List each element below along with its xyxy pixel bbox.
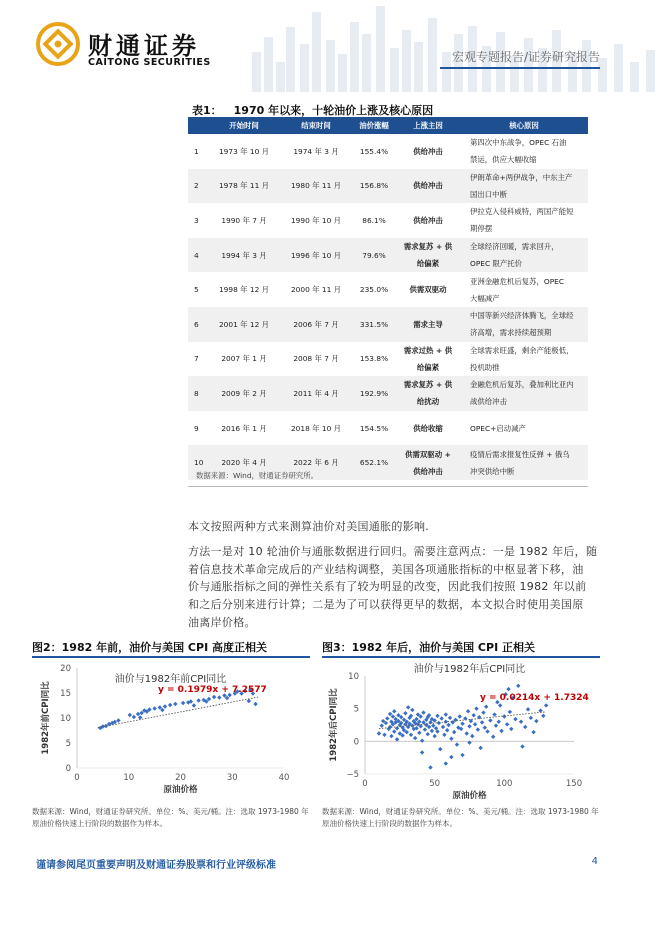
- table-row: [188, 134, 588, 169]
- data-point: [439, 716, 443, 720]
- data-point: [420, 738, 424, 742]
- table-title: [192, 102, 445, 118]
- paragraph-2-line: 价与通胀指标之间的弹性关系有了较为明显的改变，因此我们按照 1982 年以前: [188, 580, 587, 594]
- table-cell-start: 2007 年 1 月: [221, 354, 267, 364]
- table-row: [188, 342, 588, 377]
- data-point: [380, 723, 384, 727]
- data-point: [430, 729, 434, 733]
- table-cell-line: 给扰动: [416, 397, 440, 407]
- city-skyline-decoration: [242, 0, 662, 92]
- data-point: [388, 712, 392, 716]
- data-point: [392, 729, 396, 733]
- table-cell-line: 供需双驱动: [409, 285, 447, 295]
- table-cell-pct: 79.6%: [352, 238, 396, 273]
- skyline-building: [376, 6, 385, 92]
- table-cell-line: 疫情后需求报复性反弹 + 俄乌: [470, 449, 570, 459]
- table-cell-factor: [396, 376, 460, 411]
- data-point: [163, 704, 167, 708]
- data-point: [377, 731, 381, 735]
- table-cell-end: 2000 年 11 月: [290, 285, 342, 295]
- skyline-building: [252, 52, 261, 92]
- table-header-cell: 油价涨幅: [352, 117, 396, 134]
- skyline-building: [614, 44, 623, 92]
- table-cell-reason: [460, 169, 588, 204]
- data-point: [516, 684, 520, 688]
- skyline-building: [312, 12, 321, 92]
- caitong-logo-icon: [36, 22, 80, 66]
- table-cell-factor: [396, 342, 460, 377]
- data-point: [217, 695, 221, 699]
- data-point: [409, 733, 413, 737]
- table-cell-start: 2001 年 12 月: [208, 307, 280, 342]
- trend-line: [98, 697, 258, 728]
- table-cell-factor: [396, 307, 460, 342]
- x-tick-label: 10: [123, 773, 135, 783]
- table-cell-idx: 5: [194, 285, 199, 295]
- data-point: [494, 723, 498, 727]
- table-title-text: 1970 年以来，十轮油价上涨及核心原因: [233, 104, 434, 117]
- page-header: [0, 0, 662, 100]
- data-point: [138, 715, 142, 719]
- table-cell-line: 大幅减产: [470, 293, 500, 303]
- data-point: [471, 713, 475, 717]
- data-point: [395, 737, 399, 741]
- brand-name-en: CAITONG SECURITIES: [88, 57, 211, 68]
- table-cell-pct: 155.4%: [359, 146, 389, 156]
- skyline-building: [264, 37, 273, 92]
- y-tick-label: −5: [346, 770, 359, 780]
- data-point: [385, 716, 389, 720]
- table-cell-end: 1980 年 11 月: [280, 169, 352, 204]
- data-point: [128, 713, 132, 717]
- data-point: [460, 721, 464, 725]
- data-point: [460, 753, 464, 757]
- table-cell-reason: [460, 342, 588, 377]
- data-point: [467, 724, 471, 728]
- figure-2-title: [32, 639, 267, 655]
- data-point: [406, 705, 410, 709]
- skyline-building: [442, 52, 451, 92]
- paragraph-2-line: 和之后分别来进行计算；二是为了可以获得更早的数据，本文拟合时使用美国原: [188, 598, 584, 612]
- skyline-building: [300, 44, 309, 92]
- table-cell-start: 2020 年 4 月: [208, 445, 280, 480]
- data-point: [444, 761, 448, 765]
- table-cell-line: 供需双驱动 +: [405, 449, 451, 459]
- paragraph-2-line: 方法一是对 10 轮油价与通胀数据进行回归。需要注意两点：一是 1982 年后，随: [188, 545, 598, 558]
- x-axis-label: 原油价格: [163, 785, 198, 795]
- data-point: [499, 729, 503, 733]
- data-point: [389, 734, 393, 738]
- header-divider: [440, 67, 600, 69]
- table-cell-idx: 6: [188, 307, 208, 342]
- data-point: [484, 705, 488, 709]
- data-point: [498, 703, 502, 707]
- data-point: [192, 703, 196, 707]
- data-point: [392, 709, 396, 713]
- data-point: [168, 703, 172, 707]
- x-tick-label: 150: [565, 779, 583, 789]
- skyline-building: [524, 38, 533, 92]
- data-point: [253, 702, 257, 706]
- data-point: [483, 725, 487, 729]
- table-cell-idx: 9: [194, 423, 199, 433]
- table-cell-line: 伊拉克入侵科威特，两国产能短: [470, 207, 574, 217]
- table-header-cell: 上涨主因: [396, 117, 460, 134]
- data-point: [132, 715, 136, 719]
- table-cell-line: 全球经济回暖，需求回升，: [470, 242, 559, 252]
- table-cell-line: 济高增，需求持续超预期: [470, 328, 552, 338]
- table-row: [188, 238, 588, 273]
- table-cell-factor: [396, 134, 460, 169]
- data-point: [410, 708, 414, 712]
- data-point: [506, 687, 510, 691]
- data-point: [526, 707, 530, 711]
- chart-title: 油价与1982年后CPI同比: [413, 664, 526, 675]
- y-axis-label: 1982年后CPI同比: [329, 688, 339, 762]
- table-cell-pct: 156.8%: [352, 169, 396, 204]
- table-cell-end: 1974 年 3 月: [293, 146, 339, 156]
- data-point: [432, 734, 436, 738]
- table-cell-idx: 4: [188, 238, 208, 273]
- table-label: 表1：: [192, 104, 222, 117]
- data-point: [445, 728, 449, 732]
- table-row: [188, 376, 588, 411]
- table-cell-end: 2006 年 7 月: [280, 307, 352, 342]
- data-point: [458, 714, 462, 718]
- y-tick-label: 10: [348, 672, 359, 682]
- table-cell-start: 1990 年 7 月: [221, 215, 267, 225]
- table-row: [188, 307, 588, 342]
- data-point: [438, 747, 442, 751]
- regression-equation: y = 0.1979x + 7.2577: [158, 685, 267, 695]
- skyline-building: [630, 62, 639, 92]
- data-point: [173, 702, 177, 706]
- skyline-building: [390, 48, 399, 92]
- x-tick-label: 100: [496, 779, 513, 789]
- data-point: [505, 722, 509, 726]
- table-header-cell: 开始时间: [208, 117, 280, 134]
- data-point: [485, 729, 489, 733]
- brand-name-cn: 财通证券: [88, 32, 200, 60]
- table-cell-line: 给偏紧: [416, 362, 440, 372]
- data-point: [519, 720, 523, 724]
- table-cell-pct: 154.5%: [359, 423, 389, 433]
- figure-2-title-text: 1982 年前，油价与美国 CPI 高度正相关: [61, 641, 267, 654]
- oil-rally-table: [188, 117, 588, 480]
- y-tick-label: 0: [65, 764, 71, 774]
- table-source: 数据来源：Wind，财通证券研究所。: [196, 471, 319, 480]
- data-point: [152, 706, 156, 710]
- table-cell-pct: 192.9%: [352, 376, 396, 411]
- table-header-row: [188, 117, 588, 134]
- table-cell-line: 需求复苏 + 供: [403, 242, 453, 252]
- figure-3-title-text: 1982 年后，油价与美国 CPI 正相关: [351, 641, 535, 654]
- figure-2-chart: [32, 658, 310, 804]
- data-point: [403, 711, 407, 715]
- paragraph-1: 本文按照两种方式来测算油价对美国通胀的影响.: [188, 520, 430, 533]
- table-cell-reason: [460, 376, 588, 411]
- table-cell-idx: 10: [188, 445, 208, 480]
- y-tick-label: 5: [65, 739, 71, 749]
- x-tick-label: 40: [278, 773, 290, 783]
- table-cell-reason: [460, 272, 588, 307]
- table-cell-reason: [460, 307, 588, 342]
- table-cell-start: 2016 年 1 月: [221, 423, 267, 433]
- page-number: 4: [591, 856, 598, 867]
- table-header-cell: 结束时间: [280, 117, 352, 134]
- table-header-cell: [188, 117, 208, 134]
- data-point: [452, 730, 456, 734]
- data-point: [449, 737, 453, 741]
- table-cell-end: 2008 年 7 月: [293, 354, 339, 364]
- data-point: [448, 716, 452, 720]
- data-point: [181, 701, 185, 705]
- figure-2-label: 图2：: [32, 641, 62, 654]
- data-point: [428, 765, 432, 769]
- table-cell-idx: 2: [188, 169, 208, 204]
- table-cell-pct: 235.0%: [359, 285, 389, 295]
- table-cell-factor: [396, 411, 460, 446]
- paragraph-2-line: 油离岸价格。: [188, 615, 256, 629]
- table-cell-end: 2011 年 4 月: [280, 376, 352, 411]
- data-point: [529, 716, 533, 720]
- table-cell-factor: [396, 203, 460, 238]
- skyline-building: [276, 62, 285, 92]
- data-point: [541, 714, 545, 718]
- skyline-building: [362, 34, 371, 92]
- table-cell-reason: [460, 238, 588, 273]
- data-point: [212, 695, 216, 699]
- table-cell-factor: [396, 238, 460, 273]
- data-point: [481, 710, 485, 714]
- table-header-cell: 核心原因: [460, 117, 588, 134]
- table-cell-line: 投机助推: [470, 362, 500, 372]
- table-row: [188, 272, 588, 307]
- data-point: [509, 727, 513, 731]
- data-point: [473, 722, 477, 726]
- table-cell-pct: 331.5%: [352, 307, 396, 342]
- paragraph-2: [188, 543, 600, 632]
- table-cell-line: 需求主导: [413, 319, 443, 329]
- figure-3-title: [322, 639, 535, 655]
- x-axis-label: 原油价格: [452, 791, 487, 801]
- table-cell-line: 亚洲金融危机后复苏，OPEC: [470, 276, 565, 286]
- data-point: [136, 712, 140, 716]
- regression-equation: y = 0.0214x + 1.7324: [480, 693, 589, 703]
- y-tick-label: 15: [60, 689, 71, 699]
- x-tick-label: 0: [362, 779, 368, 789]
- table-cell-line: 需求复苏 + 供: [403, 380, 453, 390]
- report-type: 宏观专题报告/证券研究报告: [451, 50, 600, 64]
- skyline-building: [646, 50, 655, 92]
- skyline-building: [326, 40, 335, 92]
- table-cell-pct: 153.8%: [359, 354, 389, 364]
- table-cell-line: 金融危机后复苏，叠加利比亚内: [470, 380, 574, 390]
- data-point: [426, 732, 430, 736]
- table-cell-idx: 8: [188, 376, 208, 411]
- figure-3-chart: [322, 658, 600, 804]
- data-point: [420, 750, 424, 754]
- figure-2-source: 数据来源：Wind，财通证券研究所。单位：%、美元/桶。注：选取 1973-1980 年原油价格快速上行阶段的数据作为样本。: [32, 807, 309, 828]
- table-row: [188, 411, 588, 446]
- data-point: [431, 723, 435, 727]
- y-axis-label: 1982年前CPI同比: [41, 681, 51, 755]
- data-point: [442, 733, 446, 737]
- data-point: [435, 714, 439, 718]
- table-cell-line: 供给收缩: [413, 423, 443, 433]
- paragraph-2-line: 着信息技术革命完成后的产业结构调整，美国各项通胀指标的中枢显著下移，油: [188, 562, 584, 576]
- data-point: [417, 731, 421, 735]
- table-cell-start: 1998 年 12 月: [218, 285, 270, 295]
- table-cell-line: 需求过热 + 供: [403, 345, 453, 355]
- data-point: [478, 746, 482, 750]
- data-point: [444, 712, 448, 716]
- data-point: [534, 719, 538, 723]
- data-point: [423, 727, 427, 731]
- table-cell-line: 给偏紧: [416, 259, 440, 269]
- data-point: [382, 733, 386, 737]
- data-point: [508, 710, 512, 714]
- data-point: [446, 723, 450, 727]
- table-cell-reason: [460, 134, 588, 169]
- table-cell-line: 中国等新兴经济体腾飞，全球经: [470, 311, 574, 321]
- chart-title: 油价与1982年前CPI同比: [114, 674, 227, 685]
- skyline-building: [286, 27, 295, 92]
- table-cell-idx: 7: [194, 354, 199, 364]
- y-tick-label: 10: [60, 714, 71, 724]
- table-row: [188, 203, 588, 238]
- table-cell-line: 供给冲击: [413, 146, 443, 156]
- table-cell-factor: [396, 272, 460, 307]
- skyline-building: [428, 18, 437, 92]
- data-point: [544, 703, 548, 707]
- x-tick-label: 0: [74, 773, 80, 783]
- data-point: [465, 731, 469, 735]
- table-cell-start: 2009 年 2 月: [208, 376, 280, 411]
- data-point: [474, 706, 478, 710]
- data-point: [488, 718, 492, 722]
- table-cell-line: 伊朗革命+两伊战争，中东主产: [470, 172, 573, 182]
- data-point: [455, 742, 459, 746]
- data-point: [441, 725, 445, 729]
- data-point: [491, 735, 495, 739]
- skyline-building: [402, 30, 411, 92]
- y-tick-label: 20: [60, 664, 71, 674]
- table-cell-line: 禁运，供应大幅收缩: [470, 155, 537, 165]
- data-point: [247, 699, 251, 703]
- table-cell-line: 供给冲击: [413, 181, 443, 191]
- figure-3-source: 数据来源：Wind，财通证券研究所。单位：%、美元/桶。注：选取 1973-1980 年原油价格快速上行阶段的数据作为样本。: [322, 807, 599, 828]
- table-cell-start: 1973 年 10 月: [218, 146, 270, 156]
- data-point: [520, 744, 524, 748]
- data-point: [449, 755, 453, 759]
- data-point: [466, 709, 470, 713]
- table-cell-end: 1990 年 10 月: [290, 215, 342, 225]
- table-cell-factor: [396, 169, 460, 204]
- x-tick-label: 50: [429, 779, 441, 789]
- data-point: [523, 725, 527, 729]
- skyline-building: [350, 22, 359, 92]
- table-cell-pct: 86.1%: [362, 215, 386, 225]
- table-cell-start: 1978 年 11 月: [208, 169, 280, 204]
- table-cell-pct: 652.1%: [352, 445, 396, 480]
- data-point: [476, 727, 480, 731]
- table-cell-reason: [460, 445, 588, 480]
- table-cell-idx: 3: [194, 215, 199, 225]
- footer-disclaimer: 谨请参阅尾页重要声明及财通证券股票和行业评级标准: [36, 860, 276, 871]
- data-point: [470, 734, 474, 738]
- table-cell-end: 2022 年 6 月: [280, 445, 352, 480]
- table-cell-line: 期停摆: [470, 224, 493, 234]
- table-cell-line: OPEC+启动减产: [470, 423, 526, 433]
- data-point: [492, 712, 496, 716]
- data-point: [531, 730, 535, 734]
- x-tick-label: 20: [175, 773, 186, 783]
- table-cell-start: 1994 年 3 月: [208, 238, 280, 273]
- skyline-building: [338, 54, 347, 92]
- table-cell-idx: 1: [194, 146, 199, 156]
- table-cell-line: 冲突供给中断: [470, 466, 515, 476]
- table-bottom-divider: [188, 486, 588, 487]
- table-row: [188, 169, 588, 204]
- y-tick-label: 0: [353, 737, 359, 748]
- table-cell-line: 第四次中东战争，OPEC 石油: [470, 138, 567, 148]
- data-point: [391, 714, 395, 718]
- x-tick-label: 30: [226, 773, 238, 783]
- skyline-building: [414, 42, 423, 92]
- figure-3-label: 图3：: [322, 641, 352, 654]
- table-cell-end: 2018 年 10 月: [290, 423, 342, 433]
- data-point: [421, 710, 425, 714]
- data-point: [413, 736, 417, 740]
- data-point: [480, 720, 484, 724]
- y-tick-label: 5: [353, 704, 359, 715]
- data-point: [497, 720, 501, 724]
- table-cell-line: 国出口中断: [470, 189, 507, 199]
- table-cell-end: 1996 年 10 月: [280, 238, 352, 273]
- table-cell-line: 供给冲击: [413, 466, 443, 476]
- table-cell-factor: [396, 445, 460, 480]
- table-cell-reason: [460, 203, 588, 238]
- data-point: [196, 698, 200, 702]
- table-cell-line: 全球需求旺盛，剩余产能极低，: [470, 345, 574, 355]
- table-cell-line: 供给冲击: [413, 215, 443, 225]
- table-cell-line: OPEC 限产托价: [470, 259, 523, 269]
- data-point: [513, 717, 517, 721]
- table-cell-reason: [460, 411, 588, 446]
- table-cell-line: 战供给冲击: [470, 397, 507, 407]
